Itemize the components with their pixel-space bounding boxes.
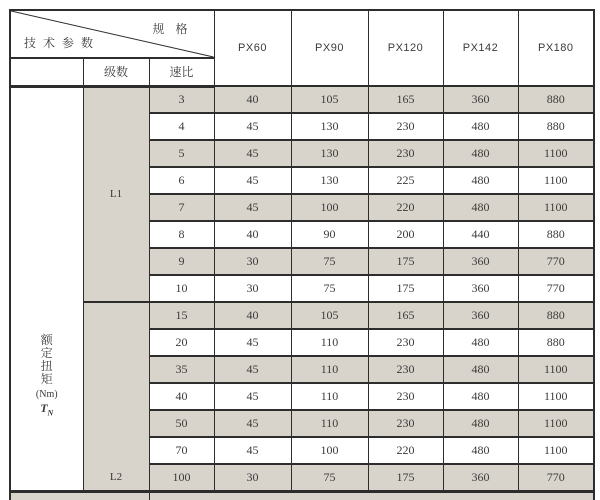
value-cell: 480: [443, 383, 518, 410]
value-cell: 45: [214, 383, 291, 410]
torque-title-char: 扭: [40, 358, 53, 373]
stage-cell-L2: L2: [83, 302, 149, 491]
torque-title-char: 矩: [40, 372, 53, 387]
value-cell: 480: [443, 167, 518, 194]
header-row-models: [10, 10, 594, 58]
params-label: 技 术 参 数: [24, 36, 96, 50]
column-header-px120: PX120: [368, 10, 443, 86]
value-cell: 105: [291, 302, 368, 329]
value-cell: 230: [368, 113, 443, 140]
value-cell: 220: [368, 437, 443, 464]
value-cell: 40: [214, 86, 291, 113]
value-cell: 175: [368, 464, 443, 491]
ratio-cell: 5: [149, 140, 214, 167]
value-cell: 225: [368, 167, 443, 194]
value-cell: 130: [291, 140, 368, 167]
value-cell: 1100: [518, 140, 594, 167]
ratio-cell: 8: [149, 221, 214, 248]
ratio-cell: 35: [149, 356, 214, 383]
value-cell: 45: [214, 356, 291, 383]
value-cell: 75: [291, 275, 368, 302]
value-cell: 1100: [518, 410, 594, 437]
value-cell: 45: [214, 140, 291, 167]
value-cell: 130: [291, 167, 368, 194]
next-section-partial-row: [10, 491, 594, 500]
value-cell: 45: [214, 167, 291, 194]
value-cell: 45: [214, 437, 291, 464]
ratio-cell: 40: [149, 383, 214, 410]
ratio-cell: 9: [149, 248, 214, 275]
column-header-px142: PX142: [443, 10, 518, 86]
value-cell: 880: [518, 86, 594, 113]
value-cell: 110: [291, 410, 368, 437]
value-cell: 360: [443, 275, 518, 302]
column-header-px180: PX180: [518, 10, 594, 86]
value-cell: 220: [368, 194, 443, 221]
torque-axis-label: [10, 86, 83, 491]
value-cell: 40: [214, 221, 291, 248]
value-cell: 230: [368, 140, 443, 167]
value-cell: 480: [443, 356, 518, 383]
torque-title-char: 定: [40, 345, 53, 360]
value-cell: 45: [214, 410, 291, 437]
value-cell: 480: [443, 140, 518, 167]
value-cell: 230: [368, 356, 443, 383]
torque-title-char: 额: [40, 332, 53, 347]
ratio-cell: 3: [149, 86, 214, 113]
value-cell: 30: [214, 464, 291, 491]
stage-header: 级数: [83, 58, 149, 86]
value-cell: 40: [214, 302, 291, 329]
value-cell: 480: [443, 410, 518, 437]
value-cell: 480: [443, 194, 518, 221]
value-cell: 480: [443, 329, 518, 356]
value-cell: 880: [518, 302, 594, 329]
ratio-cell: 50: [149, 410, 214, 437]
value-cell: 230: [368, 383, 443, 410]
value-cell: 770: [518, 275, 594, 302]
value-cell: 770: [518, 464, 594, 491]
value-cell: 105: [291, 86, 368, 113]
value-cell: 1100: [518, 194, 594, 221]
spec-table: [9, 9, 595, 500]
value-cell: 30: [214, 248, 291, 275]
value-cell: 175: [368, 248, 443, 275]
value-cell: 1100: [518, 167, 594, 194]
value-cell: 110: [291, 356, 368, 383]
torque-symbol: $T_N$: [40, 401, 54, 418]
value-cell: 1100: [518, 437, 594, 464]
value-cell: 880: [518, 113, 594, 140]
value-cell: 45: [214, 113, 291, 140]
ratio-cell: 4: [149, 113, 214, 140]
value-cell: 1100: [518, 356, 594, 383]
value-cell: 1100: [518, 383, 594, 410]
ratio-cell: 100: [149, 464, 214, 491]
value-cell: 30: [214, 275, 291, 302]
value-cell: 75: [291, 464, 368, 491]
value-cell: 360: [443, 302, 518, 329]
column-header-px60: PX60: [214, 10, 291, 86]
value-cell: 480: [443, 113, 518, 140]
value-cell: 200: [368, 221, 443, 248]
value-cell: 880: [518, 329, 594, 356]
value-cell: 165: [368, 86, 443, 113]
value-cell: 360: [443, 86, 518, 113]
value-cell: 440: [443, 221, 518, 248]
stage-cell-L1: L1: [83, 86, 149, 302]
value-cell: 360: [443, 248, 518, 275]
value-cell: 175: [368, 275, 443, 302]
value-cell: 45: [214, 194, 291, 221]
value-cell: 110: [291, 329, 368, 356]
ratio-cell: 7: [149, 194, 214, 221]
value-cell: 75: [291, 248, 368, 275]
value-cell: 130: [291, 113, 368, 140]
value-cell: 880: [518, 221, 594, 248]
diagonal-header-cell: [10, 10, 214, 58]
value-cell: 165: [368, 302, 443, 329]
ratio-cell: 15: [149, 302, 214, 329]
value-cell: 45: [214, 329, 291, 356]
spec-label: 规 格: [152, 22, 192, 36]
ratio-cell: 6: [149, 167, 214, 194]
value-cell: 230: [368, 329, 443, 356]
value-cell: 100: [291, 437, 368, 464]
empty-header-cell: [10, 58, 83, 86]
partial-cell-right: [149, 491, 594, 500]
column-header-px90: PX90: [291, 10, 368, 86]
table-row: [10, 302, 594, 329]
torque-unit: (Nm): [35, 389, 58, 401]
value-cell: 100: [291, 194, 368, 221]
value-cell: 360: [443, 464, 518, 491]
ratio-header: 速比: [149, 58, 214, 86]
value-cell: 110: [291, 383, 368, 410]
ratio-cell: 70: [149, 437, 214, 464]
value-cell: 480: [443, 437, 518, 464]
partial-cell-left: [10, 491, 149, 500]
ratio-cell: 10: [149, 275, 214, 302]
table-row: [10, 86, 594, 113]
value-cell: 90: [291, 221, 368, 248]
ratio-cell: 20: [149, 329, 214, 356]
value-cell: 770: [518, 248, 594, 275]
value-cell: 230: [368, 410, 443, 437]
